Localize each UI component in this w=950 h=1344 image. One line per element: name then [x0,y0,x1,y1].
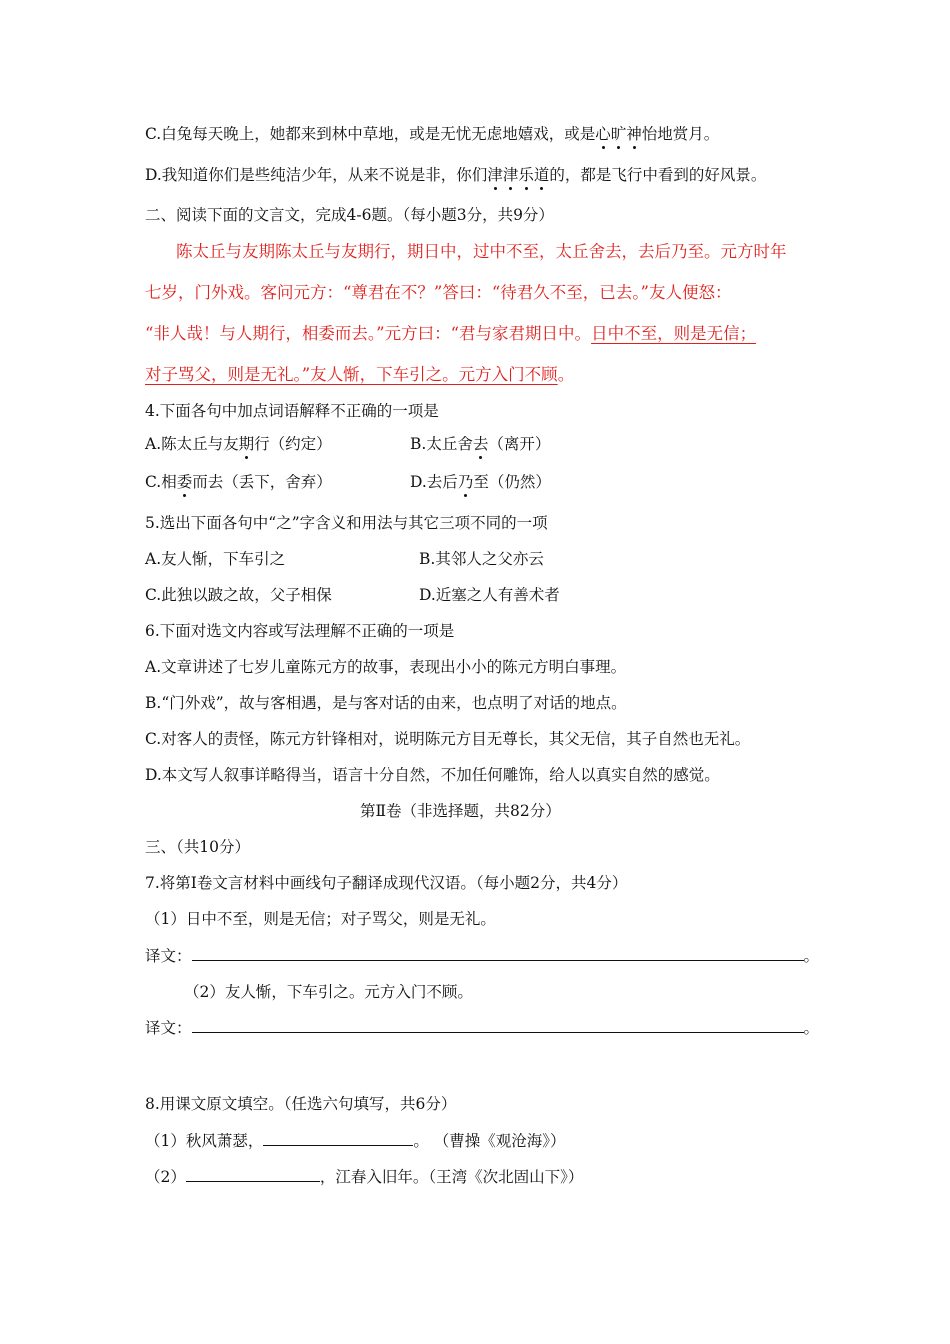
q4-d-post: 至（仍然） [473,473,551,491]
q8-stem: 8.用课文原文填空。（任选六句填写，共6分） [145,1095,457,1113]
q5-stem: 5.选出下面各句中“之”字含义和用法与其它三项不同的一项 [145,514,548,532]
line-end-period: 。 [803,1019,820,1037]
q6-stem: 6.下面对选文内容或写法理解不正确的一项是 [145,622,455,640]
dotted-char: 道 [533,166,550,184]
answer-blank[interactable] [192,945,804,961]
translation-label: 译文： [145,947,192,965]
q4-b-post: （离开） [488,435,551,453]
q4-option-c [145,472,332,492]
option-d [145,165,766,185]
q6-option-a: A.文章讲述了七岁儿童陈元方的故事，表现出小小的陈元方明白事理。 [145,658,627,676]
q8-line-2 [145,1166,583,1187]
q5-option-d: D.近塞之人有善术者 [419,586,560,604]
q8-line-1 [145,1130,566,1151]
q7-answer-2 [145,1017,819,1038]
dotted-char: 津 [487,166,503,184]
fill-blank[interactable] [186,1166,320,1182]
passage-line-1: 陈太丘与友期陈太丘与友期行，期日中，过中不至，太丘舍去，去后乃至。元方时年 [176,242,787,261]
q8-line-2-pre: （2） [145,1168,186,1186]
section-3-header: 三、（共10分） [145,838,250,856]
q5-option-b: B.其邻人之父亦云 [419,550,544,568]
q4-b-pre: B.太丘舍 [410,435,473,453]
q6-option-d: D.本文写人叙事详略得当，语言十分自然，不加任何雕饰，给人以真实自然的感觉。 [145,766,720,784]
fill-blank[interactable] [263,1130,413,1146]
option-c-text-post: 怡地赏月。 [641,125,720,143]
translation-label: 译文： [145,1019,192,1037]
passage-line-3-text: “非人哉！与人期行，相委而去。”元方曰：“君与家君期日中。 [145,324,592,343]
q7-sentence-2: （2）友人惭，下车引之。元方入门不顾。 [184,983,473,1001]
option-c [145,124,719,144]
passage-line-4 [145,365,574,385]
dotted-char: 津 [502,166,519,184]
underlined-sentence: 日中不至，则是无信； [591,324,757,343]
q4-a-pre: A.陈太丘与友 [145,435,239,453]
passage-line-3 [145,324,756,344]
q6-option-c: C.对客人的责怪，陈元方针锋相对，说明陈元方目无尊长，其父无信，其子自然也无礼。 [145,730,751,748]
option-d-text-post: 的，都是飞行中看到的好风景。 [549,166,767,184]
dotted-char: 委 [176,473,193,491]
q8-line-1-post: 。 （曹操《观沧海》） [413,1132,566,1150]
dotted-char: 旷 [610,125,627,143]
q4-option-d [410,472,551,492]
q4-stem: 4.下面各句中加点词语解释不正确的一项是 [145,402,439,420]
answer-blank[interactable] [192,1017,804,1033]
q4-c-post: 而去（丢下，舍弃） [192,473,332,491]
dotted-char: 乃 [457,473,474,491]
q4-d-pre: D.去后 [410,473,458,491]
line-end-period: 。 [803,947,820,965]
q5-option-c: C.此独以跛之故，父子相保 [145,586,332,604]
q5-option-a: A.友人惭，下车引之 [145,550,286,568]
q4-option-b [410,434,550,454]
q4-option-a [145,434,332,454]
q4-a-post: 行（约定） [254,435,332,453]
dotted-char: 乐 [518,166,534,184]
option-c-text-pre: C.白兔每天晚上，她都来到林中草地，或是无忧无虑地嬉戏，或是 [145,125,596,143]
dotted-char: 去 [472,435,489,453]
section-2-header: 二、阅读下面的文言文，完成4-6题。（每小题3分，共9分） [145,206,554,224]
q7-answer-1 [145,945,819,966]
volume-2-title: 第Ⅱ卷（非选择题，共82分） [360,802,561,820]
passage-line-2: 七岁，门外戏。客问元方：“尊君在不？”答曰：“待君久不至，已去。”友人便怒： [145,283,732,302]
q6-option-b: B.“门外戏”，故与客相遇，是与客对话的由来，也点明了对话的地点。 [145,694,627,712]
dotted-char: 期 [238,435,255,453]
option-d-text-pre: D.我知道你们是些纯洁少年，从来不说是非，你们 [145,166,488,184]
dotted-char: 心 [595,125,611,143]
q7-sentence-1: （1）日中不至，则是无信；对子骂父，则是无礼。 [145,910,496,928]
passage-period: 。 [557,365,575,384]
q4-c-pre: C.相 [145,473,177,491]
q8-line-1-pre: （1）秋风萧瑟， [145,1132,264,1150]
underlined-sentence: 对子骂父，则是无礼。”友人惭，下车引之。元方入门不顾 [145,365,558,384]
dotted-char: 神 [626,125,642,143]
q8-line-2-post: ，江春入旧年。（王湾《次北固山下》） [319,1168,584,1186]
q7-stem: 7.将第Ⅰ卷文言材料中画线句子翻译成现代汉语。（每小题2分，共4分） [145,874,628,892]
